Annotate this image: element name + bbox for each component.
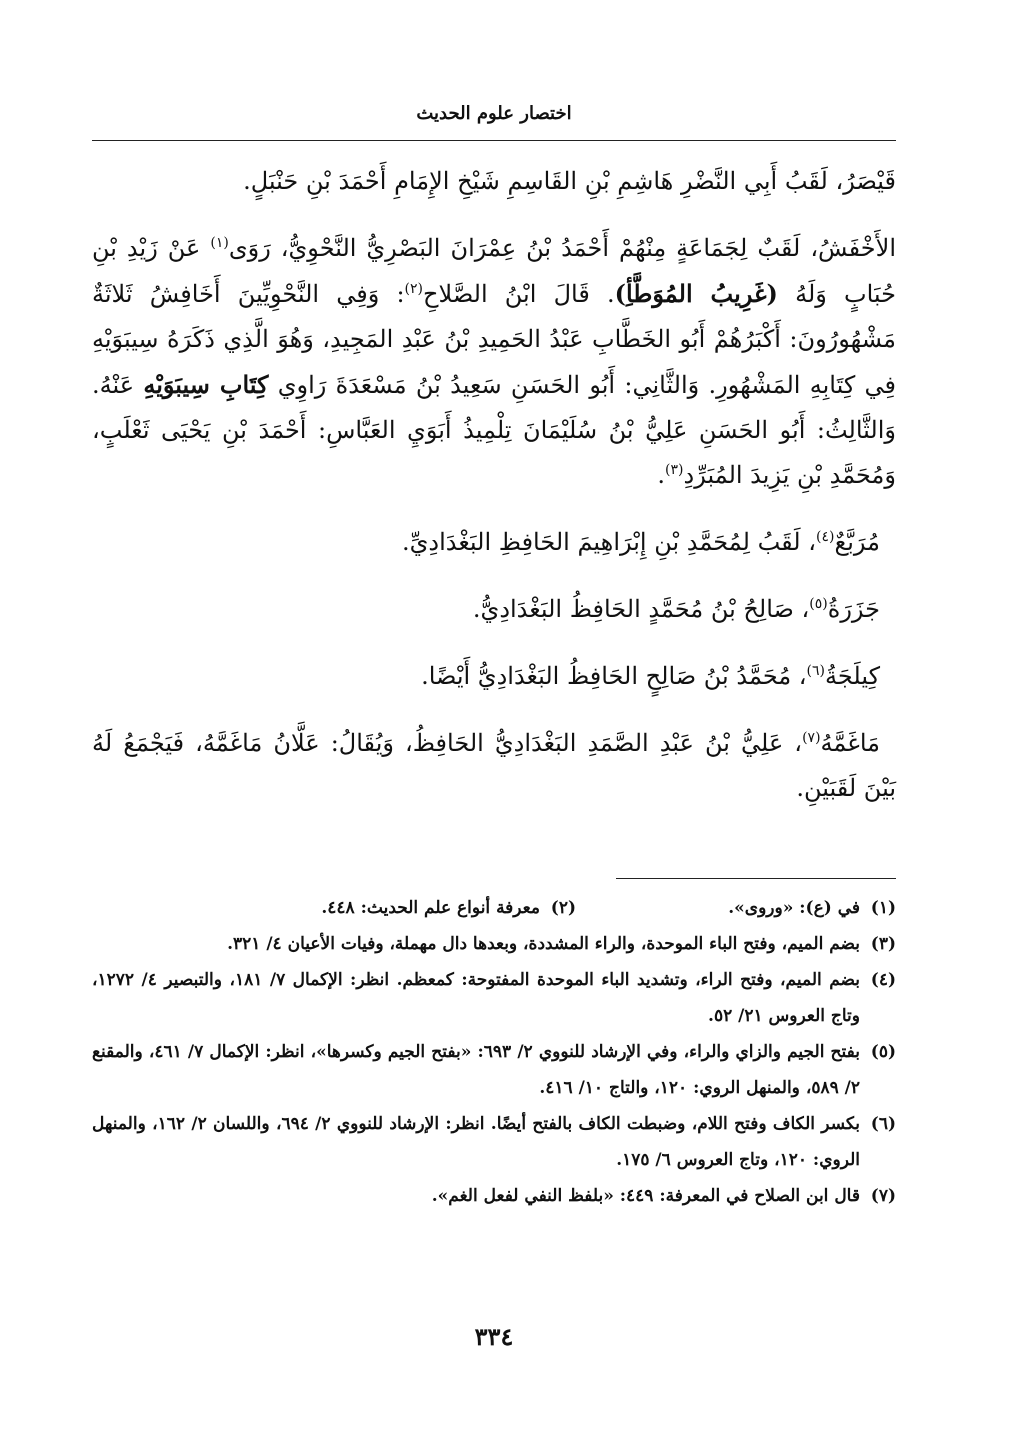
text-murabba: ، لَقَبُ لِمُحَمَّدِ بْنِ إِبْرَاهِيمَ الحَافِظِ البَغْدَادِيِّ. — [401, 528, 816, 556]
text-akhfash-g: عَنْهُ. وَالثَّالِثُ: أَبُو الحَسَنِ عَلِيُّ بْنُ سُلَيْمَانَ تِلْمِيذُ أَبَوَيِ العَبَّاسِ: أَحْمَدَ بْنِ يَحْيَى ثَعْلَبٍ، وَمُحَمَّدِ بْنِ يَزِيدَ المُبَرِّدِ — [92, 371, 896, 489]
footnote-text: في (ع): «وروى». — [728, 898, 860, 918]
term-maghammah: مَاغَمَّهُ — [820, 729, 880, 757]
footnote-separator — [616, 878, 896, 879]
running-head: اختصار علوم الحديث — [416, 103, 572, 124]
footnote-number: (٥) — [870, 1042, 896, 1062]
footnote-number: (٢) — [550, 898, 576, 918]
main-text — [92, 159, 896, 811]
footnote-row-1-2 — [92, 890, 896, 926]
footnote-ref-6[interactable]: (٦) — [806, 663, 826, 679]
footnote-5 — [92, 1034, 896, 1106]
footnote-ref-2[interactable]: (٢) — [404, 281, 424, 297]
text-akhfash-kitab-sibawayh: كِتَابِ سِيبَوَيْهِ — [143, 370, 269, 399]
term-jazara: جَزَرَةُ — [827, 595, 880, 623]
footnote-3 — [92, 926, 896, 962]
text-jazara: ، صَالِحُ بْنُ مُحَمَّدٍ الحَافِظُ البَغْدَادِيُّ. — [472, 595, 810, 623]
footnote-text: بكسر الكاف وفتح اللام، وضبطت الكاف بالفتح أيضًا. انظر: الإرشاد للنووي ٢/ ٦٩٤، واللسان ٢/ ١٦٢، والمنهل الروي: ١٢٠، وتاج العروس ٦/ ١٧٥. — [92, 1114, 860, 1170]
text-akhfash-d: . قَالَ ابْنُ الصَّلاحِ — [423, 280, 615, 308]
footnote-ref-3[interactable]: (٣) — [665, 462, 684, 478]
footnote-text: قال ابن الصلاح في المعرفة: ٤٤٩: «بلفظ النفي لفعل الغم». — [431, 1186, 860, 1206]
paragraph-kilaja — [92, 654, 896, 699]
footnote-4 — [92, 962, 896, 1034]
footnote-text: بفتح الجيم والزاي والراء، وفي الإرشاد للنووي ٢/ ٦٩٣: «بفتح الجيم وكسرها»، انظر: الإكمال ٧/ ٤٦١، والمقنع ٢/ ٥٨٩، والمنهل الروي: ١٢٠، والتاج ١٠/ ٤١٦. — [92, 1042, 860, 1098]
footnotes — [92, 890, 896, 1214]
footnote-ref-4[interactable]: (٤) — [815, 529, 835, 545]
text-akhfash-book-title: (غَرِيبُ المُوَطَّأِ) — [614, 279, 778, 308]
header-rule — [92, 140, 896, 141]
page-number: ٣٣٤ — [474, 1322, 514, 1351]
paragraph-jazara — [92, 587, 896, 632]
paragraph-qaysar — [92, 159, 896, 204]
term-murabba: مُرَبَّعٌ — [834, 528, 880, 556]
footnote-1 — [576, 890, 896, 926]
footnote-2 — [92, 890, 576, 926]
footnote-6 — [92, 1106, 896, 1178]
paragraph-maghammah — [92, 721, 896, 811]
footnote-text: معرفة أنواع علم الحديث: ٤٤٨. — [321, 898, 540, 918]
footnote-7 — [92, 1178, 896, 1214]
footnote-ref-5[interactable]: (٥) — [809, 596, 828, 612]
footnote-number: (٧) — [870, 1186, 896, 1206]
footnote-number: (١) — [870, 898, 896, 918]
text-akhfash-b: عَنْ زَيْدِ بْنِ حُبَابٍ وَلَهُ — [92, 234, 896, 308]
footnote-text: بضم الميم، وفتح الراء، وتشديد الباء الموحدة المفتوحة: كمعظم. انظر: الإكمال ٧/ ١٨١، والتبصير ٤/ ١٢٧٢، وتاج العروس ٢١/ ٥٢. — [92, 970, 860, 1026]
footnote-ref-1[interactable]: (١) — [210, 235, 229, 251]
text-qaysar: قَيْصَرُ، لَقَبُ أَبِي النَّضْرِ هَاشِمِ بْنِ القَاسِمِ شَيْخِ الإِمَامِ أَحْمَدَ بْنِ حَنْبَلٍ. — [243, 167, 896, 195]
footnote-number: (٣) — [870, 934, 896, 954]
text-akhfash-a: الأَخْفَشُ، لَقَبٌ لِجَمَاعَةٍ مِنْهُمْ أَحْمَدُ بْنُ عِمْرَانَ البَصْرِيُّ النَّحْوِيُّ، رَوَى — [228, 234, 896, 262]
text-maghammah: ، عَلِيُّ بْنُ عَبْدِ الصَّمَدِ البَغْدَادِيُّ الحَافِظُ، وَيُقَالُ: عَلَّانُ مَاغَمَّهُ، فَيَجْمَعُ لَهُ بَيْنَ لَقَبَيْنِ. — [92, 729, 896, 802]
text-kilaja: ، مُحَمَّدُ بْنُ صَالِحٍ الحَافِظُ البَغْدَادِيُّ أَيْضًا. — [421, 662, 807, 690]
footnote-number: (٦) — [870, 1114, 896, 1134]
page — [92, 100, 896, 1400]
paragraph-murabba — [92, 520, 896, 565]
paragraph-akhfash: الأَخْفَشُ، لَقَبٌ لِجَمَاعَةٍ مِنْهُمْ أَحْمَدُ بْنُ عِمْرَانَ البَصْرِيُّ النَّحْوِيُّ، رَوَى$^{(١)}$ عَنْ زَيْدِ بْنِ حُبَابٍ وَلَهُ (غَرِيبُ المُوَطَّأِ). قَالَ ابْنُ الصَّلاحِ$^{(٢)}$: وَفِي النَّحْوِيِّينَ أَخَافِشُ ثَلاثَةٌ مَشْهُورُونَ: أَكْبَرُهُمْ أَبُو الخَطَّابِ عَبْدُ الحَمِيدِ بْنُ عَبْدِ المَجِيدِ، وَهُوَ الَّذِي ذَكَرَهُ سِيبَوَيْهِ فِي كِتَابِهِ المَشْهُورِ. وَالثَّانِي: أَبُو الحَسَنِ سَعِيدُ بْنُ مَسْعَدَةَ رَاوِي كِتَابِ سِيبَوَيْهِ عَنْهُ. وَالثَّالِثُ: أَبُو الحَسَنِ عَلِيُّ بْنُ سُلَيْمَانَ تِلْمِيذُ أَبَوَيِ العَبَّاسِ: أَحْمَدَ بْنِ يَحْيَى ثَعْلَبٍ، وَمُحَمَّدِ بْنِ يَزِيدَ المُبَرِّدِ$^{(٣)}$. — [92, 234, 897, 489]
footnote-ref-7[interactable]: (٧) — [802, 730, 821, 746]
footnote-number: (٤) — [870, 970, 896, 990]
term-kilaja: كِيلَجَةُ — [825, 662, 880, 690]
text-akhfash-e: : وَفِي النَّحْوِيِّينَ أَخَافِشُ ثَلاثَةٌ مَشْهُورُونَ: أَكْبَرُهُمْ أَبُو الخَطَّابِ عَبْدُ الحَمِيدِ بْنُ عَبْدِ المَجِيدِ، وَهُوَ الَّذِي ذَكَرَهُ سِيبَوَيْهِ فِي كِتَابِهِ المَشْهُورِ. وَالثَّانِي: أَبُو الحَسَنِ سَعِيدُ بْنُ مَسْعَدَةَ رَاوِي — [92, 280, 897, 399]
footnote-text: بضم الميم، وفتح الباء الموحدة، والراء المشددة، وبعدها دال مهملة، وفيات الأعيان ٤/ ٣٢١. — [227, 934, 860, 954]
